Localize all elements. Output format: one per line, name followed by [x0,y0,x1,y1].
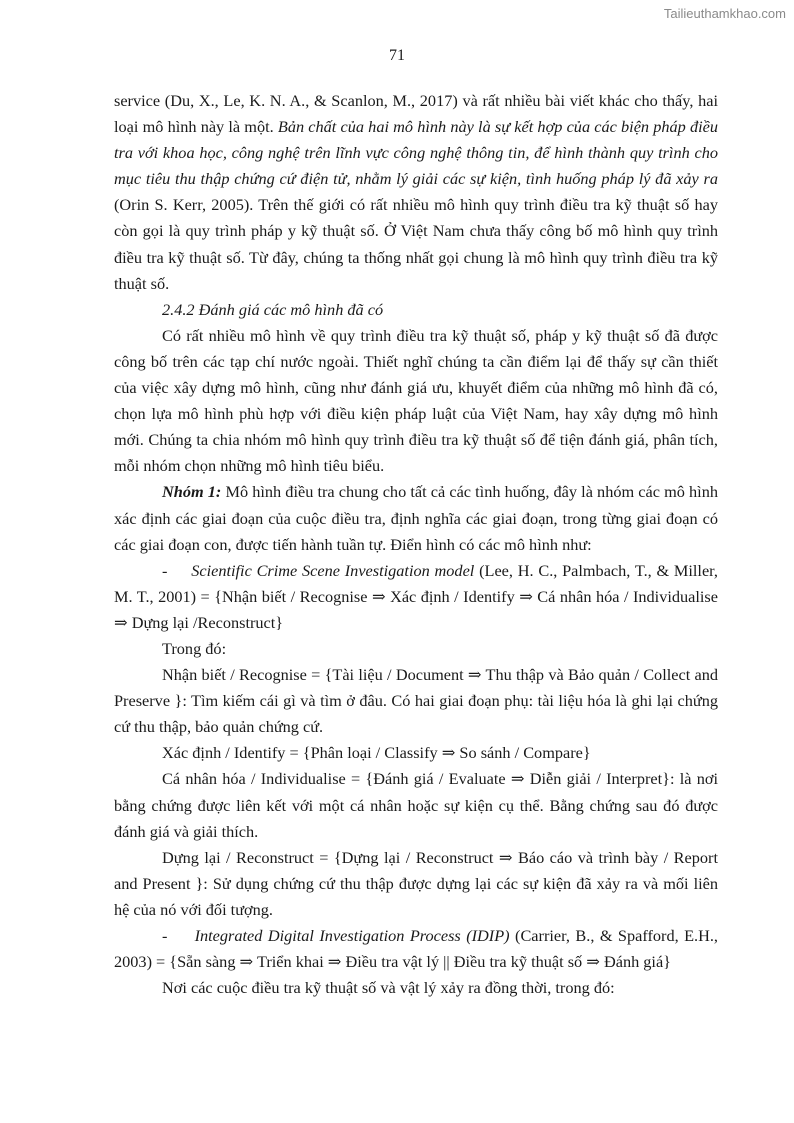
paragraph-identify: Xác định / Identify = {Phân loại / Classify ⇒ So sánh / Compare} [162,743,591,763]
paragraph-group-1 [114,479,718,557]
page-body [114,88,718,1001]
p1-italic-quote: Bản chất của hai mô hình này là sự kết hợp của các biện pháp điều tra với khoa học, công nghệ trên lĩnh vực công nghệ thông tin, để hình thành quy trình cho mục tiêu thu thập chứng cứ điện tử, nhằm lý giải các sự kiện, tình huống pháp lý đã xảy ra [114,117,719,189]
p1-text-a: service (Du, X., Le, K. N. A., & Scanlon, M., 2017) và rất nhiều bài viết khác cho thấy, hai loại mô hình này là một. [114,91,718,137]
page-number: 71 [389,47,405,64]
paragraph-trong-do: Trong đó: [162,638,227,658]
paragraph-recognise: Nhận biết / Recognise = {Tài liệu / Document ⇒ Thu thập và Bảo quản / Collect and Preserve }: Tìm kiếm cái gì và tìm ở đâu. Có hai giai đoạn phụ: tài liệu hóa là ghi lại chứng cứ thu thập, bảo quản chứng cứ. [114,665,718,737]
list-item-scsi-text: (Lee, H. C., Palmbach, T., & Miller, M. T., 2001) = {Nhận biết / Recognise ⇒ Xác định / Identify ⇒ Cá nhân hóa / Individualise ⇒ Dựng lại /Reconstruct} [114,560,719,632]
watermark: Tailieuthamkhao.com [663,6,786,21]
list-item-idip-title: Integrated Digital Investigation Process (IDIP) [194,926,510,945]
list-item-idip [114,923,718,975]
paragraph-2: Có rất nhiều mô hình về quy trình điều tra kỹ thuật số, pháp y kỹ thuật số đã được công bố trên các tạp chí nước ngoài. Thiết nghĩ chúng ta cần điểm lại để thấy sự cần thiết của việc xây dựng mô hình, cũng như đánh giá ưu, khuyết điểm của những mô hình đã có, chọn lựa mô hình phù hợp với điều kiện pháp luật của Việt Nam, hay xây dựng mô hình mới. Chúng ta chia nhóm mô hình quy trình điều tra kỹ thuật số để tiện đánh giá, phân tích, mỗi nhóm chọn những mô hình tiêu biểu. [114,325,718,476]
group-1-label: Nhóm 1: [162,482,222,502]
paragraph-reconstruct: Dựng lại / Reconstruct = {Dựng lại / Reconstruct ⇒ Báo cáo và trình bày / Report and Present }: Sử dụng chứng cứ thu thập được dựng lại các sự kiện đã xảy ra và mối liên hệ của nó với đối tượng. [114,847,718,919]
paragraph-1 [114,88,718,297]
list-item-idip-text: (Carrier, B., & Spafford, E.H., 2003) = {Sẵn sàng ⇒ Triển khai ⇒ Điều tra vật lý || Điều tra kỹ thuật số ⇒ Đánh giá} [114,926,719,972]
paragraph-individualise: Cá nhân hóa / Individualise = {Đánh giá / Evaluate ⇒ Diễn giải / Interpret}: là nơi bằng chứng được liên kết với một cá nhân hoặc sự kiện cụ thể. Bằng chứng sau đó được đánh giá và giải thích. [114,769,718,841]
list-item-scsi-title: Scientific Crime Scene Investigation model [191,560,475,580]
list-item-scsi [114,558,718,636]
p1-text-c: (Orin S. Kerr, 2005). Trên thế giới có rất nhiều mô hình quy trình điều tra kỹ thuật số hay còn gọi là quy trình pháp y kỹ thuật số. Ở Việt Nam chưa thấy công bố mô hình quy trình điều tra kỹ thuật số. Từ đây, chúng ta thống nhất gọi chung là mô hình quy trình điều tra kỹ thuật số. [114,195,718,293]
list-dash: - [162,560,192,580]
list-dash: - [162,926,195,945]
section-heading: 2.4.2 Đánh giá các mô hình đã có [162,299,384,319]
group-1-text: Mô hình điều tra chung cho tất cả các tình huống, đây là nhóm các mô hình xác định các giai đoạn của cuộc điều tra, định nghĩa các giai đoạn, trong từng giai đoạn có các giai đoạn con, được tiến hành tuần tự. Điển hình có các mô hình như: [114,482,718,554]
paragraph-final: Nơi các cuộc điều tra kỹ thuật số và vật lý xảy ra đồng thời, trong đó: [162,978,615,998]
